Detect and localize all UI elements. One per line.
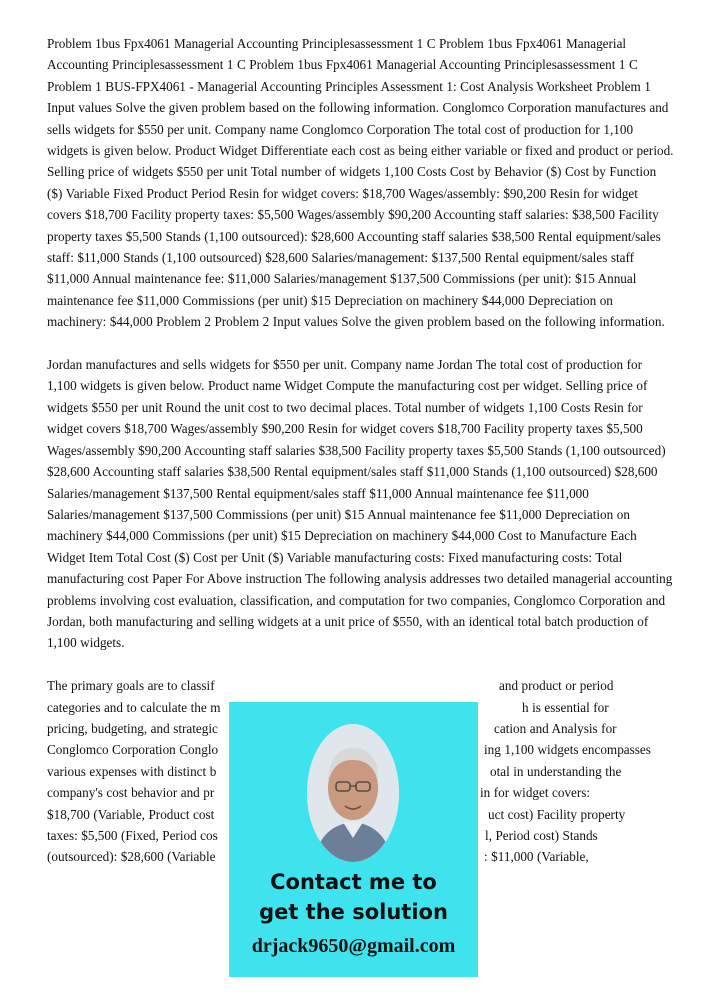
partial-line-left: $18,700 (Variable, Product cost <box>47 806 215 822</box>
paragraph-problem-2: Jordan manufactures and sells widgets for $550 per unit. Company name Jordan The total cost of production for 1,100 widgets is given below. Product name Widget Compute the manufacturing cost per widget. Selling price of widgets $550 per unit Round the unit cost to two decimal places. Total number of widgets 1,100 Costs Resin for widget covers $18,700 Wages/assembly $90,200 Resin for widget covers $18,700 Facility property taxes $5,500 Wages/assembly $90,200 Accounting staff salaries $38,500 Facility property taxes $5,500 Stands (1,100 outsourced) $28,600 Accounting staff salaries $38,500 Rental equipment/sales staff $11,000 Stands (1,100 outsourced) $28,600 Salaries/management $137,500 Rental equipment/sales staff $11,000 Annual maintenance fee $11,000 Salaries/management $137,500 Commissions (per unit) $15 Annual maintenance fee $11,000 Depreciation on machinery $44,000 Commissions (per unit) $15 Depreciation on machinery $44,000 Cost to Manufacture Each Widget Item Total Cost ($) Cost per Unit ($) Variable manufacturing costs: Fixed manufacturing costs: Total manufacturing cost Paper For Above instruction The following analysis addresses two detailed managerial accounting problems involving cost evaluation, classification, and computation for two companies, Conglomco Corporation and Jordan, both manufacturing and selling widgets at a unit price of $550, with an identical total batch production of 1,100 widgets. <box>47 357 673 651</box>
promo-heading-line-2: get the solution <box>259 900 448 924</box>
partial-line-right: : $11,000 (Variable, <box>484 849 589 865</box>
partial-line-right: h is essential for <box>522 699 609 715</box>
partial-line-left: various expenses with distinct b <box>47 763 217 779</box>
partial-line-right: cation and Analysis for <box>494 720 617 736</box>
promo-heading-line-1: Contact me to <box>270 870 437 894</box>
partial-line-right: uct cost) Facility property <box>488 806 626 822</box>
partial-line-left: company's cost behavior and pr <box>47 785 215 801</box>
partial-line-right: l, Period cost) Stands <box>485 827 598 843</box>
partial-line-left: categories and to calculate the m <box>47 699 221 715</box>
contact-email-link[interactable]: drjack9650@gmail.com <box>251 935 456 957</box>
partial-line-right: in for widget covers: <box>480 785 591 801</box>
portrait-illustration <box>307 724 399 862</box>
partial-line-left: pricing, budgeting, and strategic <box>47 720 218 736</box>
partial-line-left: taxes: $5,500 (Fixed, Period cos <box>47 827 218 843</box>
partial-line-left: Conglomco Corporation Conglo <box>47 742 219 758</box>
partial-line-right: otal in understanding the <box>490 763 622 779</box>
partial-line-left: (outsourced): $28,600 (Variable <box>47 849 216 865</box>
author-portrait <box>307 724 399 862</box>
partial-line-right: ing 1,100 widgets encompasses <box>484 742 651 758</box>
partial-line-left: The primary goals are to classif <box>47 678 215 694</box>
paragraph-gap <box>47 333 675 354</box>
partial-line-right: and product or period <box>499 678 614 694</box>
paragraph-gap <box>47 654 675 675</box>
paragraph-problem-1: Problem 1bus Fpx4061 Managerial Accounting Principlesassessment 1 C Problem 1bus Fpx4061 Managerial Accounting Principlesassessment 1 C Problem 1bus Fpx4061 Managerial Accounting Principlesassessment 1 C Problem 1 BUS-FPX4061 - Managerial Accounting Principles Assessment 1: Cost Analysis Worksheet Problem 1 Input values Solve the given problem based on the following information. Conglomco Corporation manufactures and sells widgets for $550 per unit. Company name Conglomco Corporation The total cost of production for 1,100 widgets is given below. Product Widget Differentiate each cost as being either variable or fixed and product or period. Selling price of widgets $550 per unit Total number of widgets 1,100 Costs Cost by Behavior ($) Cost by Function ($) Variable Fixed Product Period Resin for widget covers: $18,700 Wages/assembly: $90,200 Resin for widget covers $18,700 Facility property taxes: $5,500 Wages/assembly $90,200 Accounting staff salaries: $38,500 Facility property taxes $5,500 Stands (1,100 outsourced): $28,600 Accounting staff salaries $38,500 Rental equipment/sales staff: $11,000 Stands (1,100 outsourced) $28,600 Salaries/management: $137,500 Rental equipment/sales staff $11,000 Annual maintenance fee: $11,000 Salaries/management $137,500 Commissions (per unit): $15 Annual maintenance fee $11,000 Commissions (per unit) $15 Depreciation on machinery $44,000 Depreciation on machinery: $44,000 Problem 2 Problem 2 Input values Solve the given problem based on the following information. <box>47 36 674 330</box>
contact-promo-banner[interactable] <box>229 702 478 977</box>
